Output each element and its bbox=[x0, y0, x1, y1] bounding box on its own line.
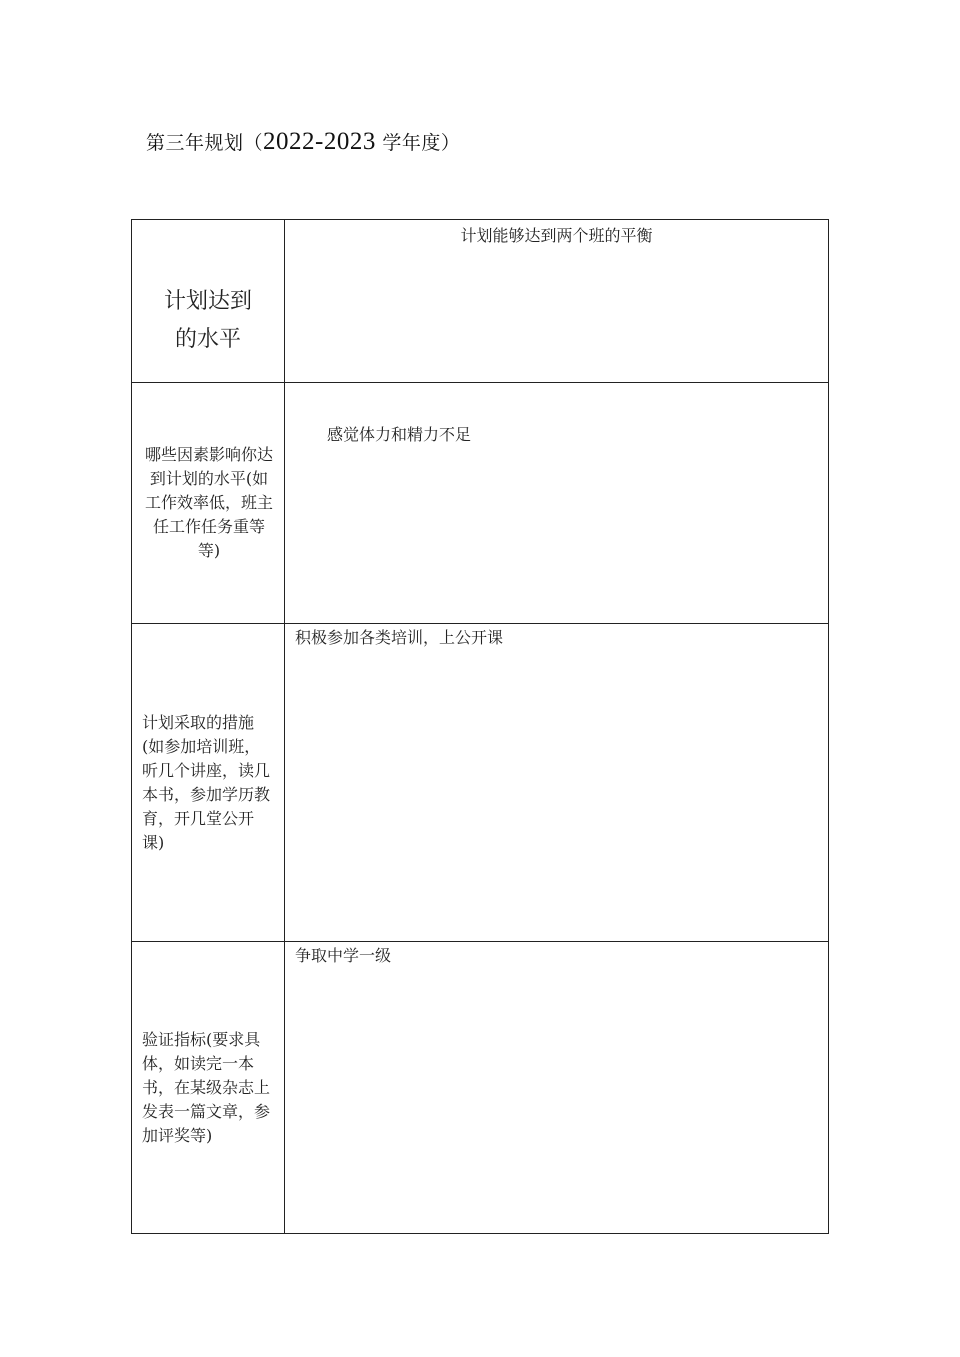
level-label-line: 的水平 bbox=[174, 327, 241, 352]
content-cell-level bbox=[285, 220, 829, 383]
measures-label-line: 听几个讲座，读几 bbox=[142, 760, 271, 780]
indicators-label-line: 加评奖等) bbox=[142, 1125, 213, 1145]
level-content: 计划能够达到两个班的平衡 bbox=[460, 226, 653, 245]
plan-table bbox=[131, 219, 829, 1234]
page-title bbox=[146, 128, 460, 156]
factors-content: 感觉体力和精力不足 bbox=[327, 425, 472, 444]
label-cell-level bbox=[132, 220, 285, 383]
indicators-label bbox=[132, 1028, 284, 1148]
content-cell-factors bbox=[285, 383, 829, 624]
factors-label-line: 任工作任务重等 bbox=[152, 517, 265, 536]
indicators-label-line: 发表一篇文章，参 bbox=[142, 1101, 271, 1121]
factors-label-line: 到计划的水平(如 bbox=[149, 469, 269, 488]
label-cell-measures bbox=[132, 624, 285, 942]
measures-label-line: (如参加培训班， bbox=[142, 736, 261, 756]
factors-label bbox=[132, 443, 284, 563]
factors-label-line: 工作效率低，班主 bbox=[144, 493, 273, 512]
level-label bbox=[132, 283, 284, 359]
level-label-line: 计划达到 bbox=[163, 289, 252, 314]
indicators-label-line: 书，在某级杂志上 bbox=[142, 1077, 271, 1097]
title-suffix: 学年度） bbox=[382, 132, 461, 154]
measures-content: 积极参加各类培训，上公开课 bbox=[295, 628, 504, 647]
measures-label-line: 计划采取的措施 bbox=[142, 712, 255, 732]
content-cell-measures bbox=[285, 624, 829, 942]
indicators-label-line: 验证指标(要求具 bbox=[142, 1029, 261, 1049]
title-years: 2022-2023 bbox=[263, 128, 376, 155]
label-cell-factors bbox=[132, 383, 285, 624]
indicators-content: 争取中学一级 bbox=[295, 946, 392, 965]
measures-label-line: 课) bbox=[142, 832, 165, 852]
indicators-label-line: 体，如读完一本 bbox=[142, 1053, 255, 1073]
factors-label-line: 哪些因素影响你达 bbox=[144, 445, 273, 464]
label-cell-indicators bbox=[132, 942, 285, 1234]
table-row-level bbox=[132, 220, 829, 383]
measures-label bbox=[132, 711, 284, 855]
measures-label-line: 本书，参加学历教 bbox=[142, 784, 271, 804]
factors-label-line: 等) bbox=[197, 541, 221, 560]
content-cell-indicators bbox=[285, 942, 829, 1234]
table-row-factors bbox=[132, 383, 829, 624]
title-prefix: 第三年规划（ bbox=[146, 132, 264, 154]
table-row-indicators bbox=[132, 942, 829, 1234]
measures-label-line: 育，开几堂公开 bbox=[142, 808, 255, 828]
table-row-measures bbox=[132, 624, 829, 942]
